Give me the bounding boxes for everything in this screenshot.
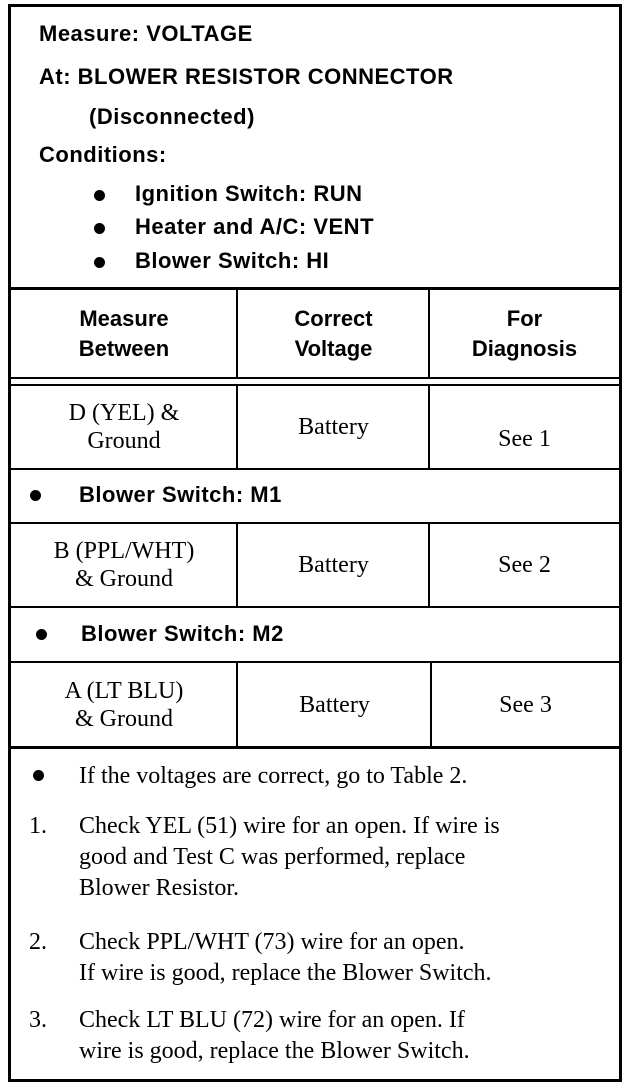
row-rule [11,606,619,608]
condition-blower-m1: Blower Switch: M1 [79,482,282,507]
location-heading: At: BLOWER RESISTOR CONNECTOR [39,64,454,89]
conditions-label: Conditions: [39,142,167,167]
diagnostic-table-frame [8,4,622,1082]
note-number: 3. [29,1007,47,1033]
table-row-a-diagnosis: See 3 [499,691,552,718]
bullet-icon [36,629,47,640]
table-row-a-between: A (LT BLU) & Ground [64,677,184,732]
bullet-icon [33,770,44,781]
note-3-text: Check LT BLU (72) wire for an open. If wire is good, replace the Blower Switch. [79,1007,470,1064]
note-1-text: Check YEL (51) wire for an open. If wire is good and Test C was performed, replace Blower Resistor. [79,813,500,901]
bullet-icon [94,223,105,234]
note-number: 2. [29,929,47,955]
table-row-b-diagnosis: See 2 [498,552,551,578]
column-header-for-diagnosis: For Diagnosis [471,305,578,361]
condition-heater: Heater and A/C: VENT [135,214,375,239]
condition-blower: Blower Switch: HI [135,248,330,273]
column-header-measure-between: Measure Between [78,305,170,361]
column-header-correct-voltage: Correct Voltage [294,305,373,361]
bullet-icon [94,190,105,201]
table-row-b-between: B (PPL/WHT) & Ground [53,538,195,592]
table-row-b-voltage: Battery [298,552,369,578]
measure-heading: Measure: VOLTAGE [39,21,253,46]
condition-blower-m2: Blower Switch: M2 [81,621,284,646]
header-rule [11,377,619,379]
note-bullet-text: If the voltages are correct, go to Table 2. [79,763,468,789]
table-bottom-rule [11,746,619,749]
note-number: 1. [29,813,47,839]
table-row-d-diagnosis: See 1 [498,426,551,452]
location-subheading: (Disconnected) [89,104,255,129]
bullet-icon [30,490,41,501]
table-row-d-voltage: Battery [298,414,369,440]
table-row-a-voltage: Battery [299,691,370,718]
table-row-d-between: D (YEL) & Ground [68,400,180,454]
note-2-text: Check PPL/WHT (73) wire for an open. If wire is good, replace the Blower Switch. [79,929,492,986]
bullet-icon [94,257,105,268]
condition-ignition: Ignition Switch: RUN [135,181,363,206]
